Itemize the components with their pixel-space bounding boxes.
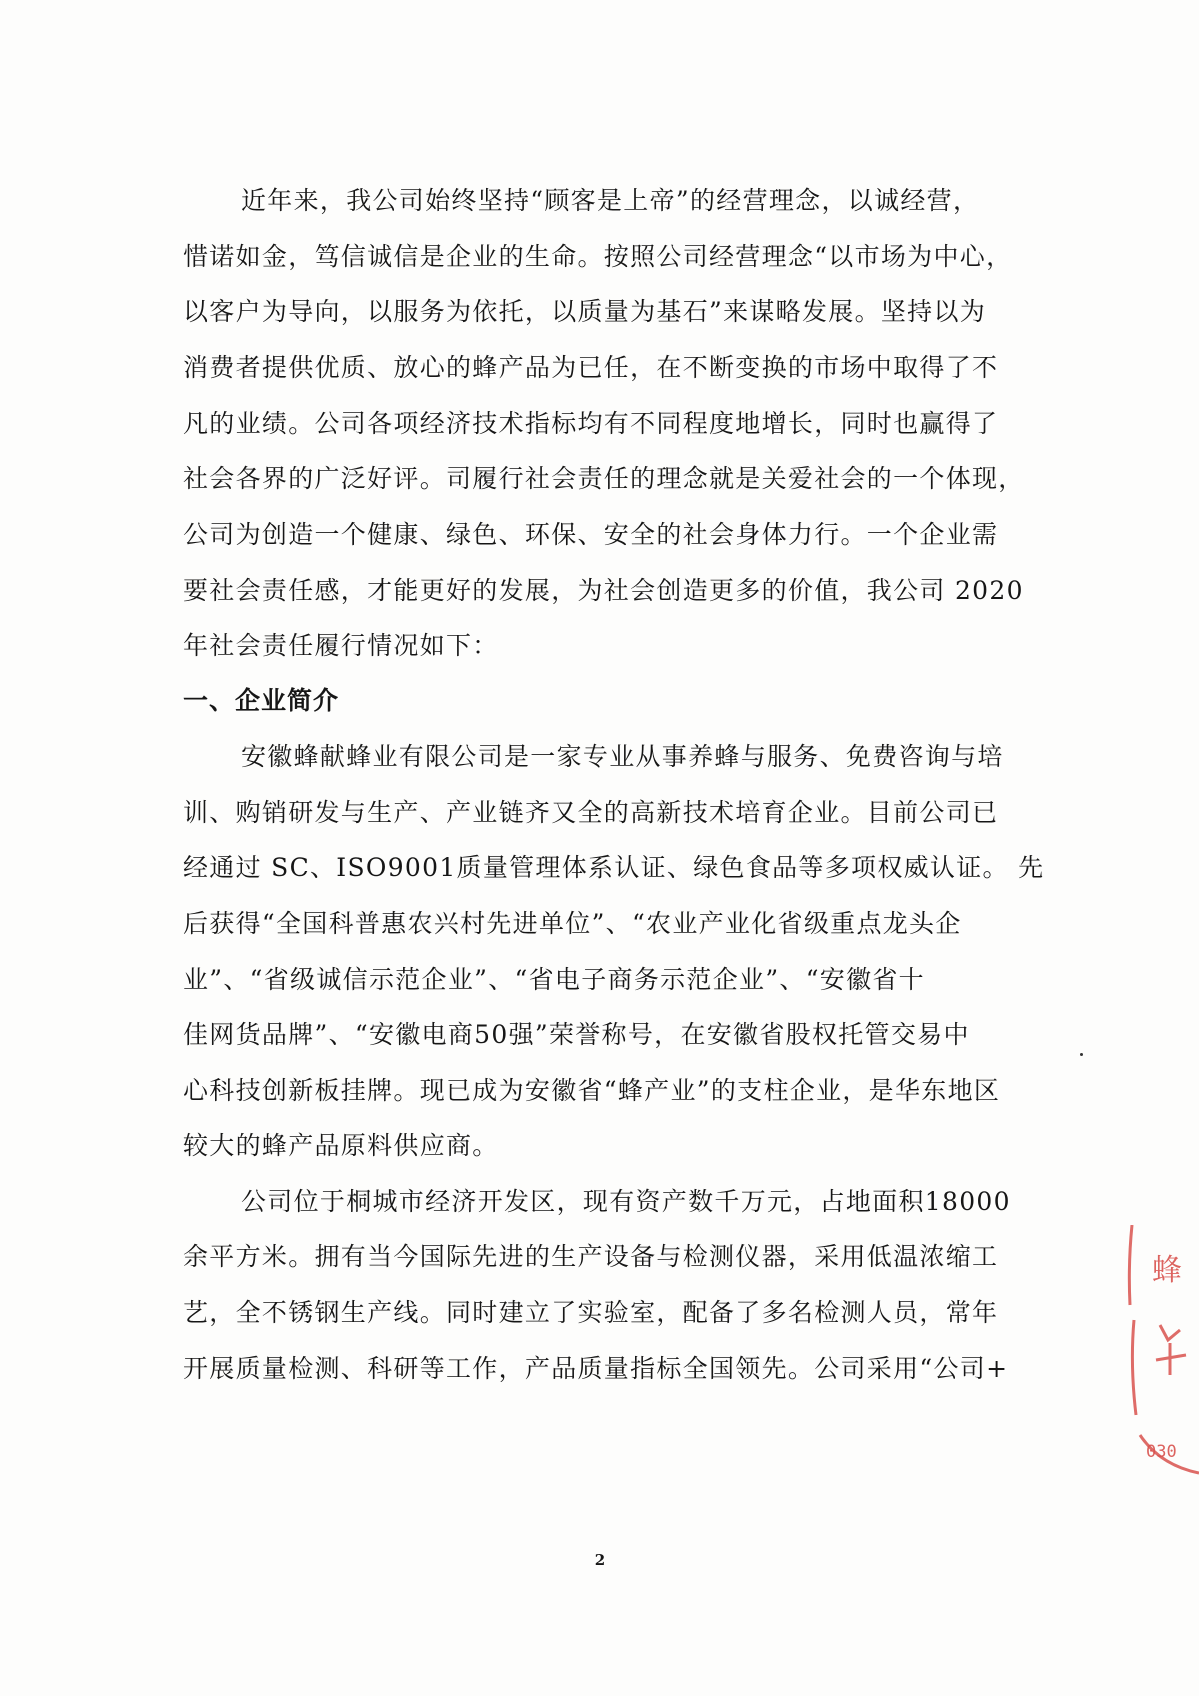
company-seal	[1120, 1225, 1199, 1480]
seal-char-bee: 蜂	[1152, 1253, 1182, 1288]
text-line: 开展质量检测、科研等工作，产品质量指标全国领先。公司采用“公司+	[183, 1354, 1009, 1383]
text-line: 业”、“省级诚信示范企业”、“省电子商务示范企业”、“安徽省十	[183, 965, 925, 994]
text-line: 以客户为导向，以服务为依托，以质量为基石”来谋略发展。坚持以为	[183, 297, 987, 326]
seal-number: 030	[1146, 1442, 1177, 1462]
text-line: 心科技创新板挂牌。现已成为安徽省“蜂产业”的支柱企业，是华东地区	[183, 1076, 1001, 1105]
text-line: 安徽蜂献蜂业有限公司是一家专业从事养蜂与服务、免费咨询与培	[241, 742, 1004, 771]
text-line: 近年来，我公司始终坚持“顾客是上帝”的经营理念，以诚经营，	[241, 186, 980, 215]
text-line: 训、购销研发与生产、产业链齐又全的高新技术培育企业。目前公司已	[183, 798, 999, 827]
scan-speck	[1080, 1053, 1083, 1056]
text-line: 公司为创造一个健康、绿色、环保、安全的社会身体力行。一个企业需	[183, 520, 999, 549]
section-heading: 一、企业简介	[183, 686, 340, 715]
text-line: 凡的业绩。公司各项经济技术指标均有不同程度地增长，同时也赢得了	[183, 409, 999, 438]
text-line: 后获得“全国科普惠农兴村先进单位”、“农业产业化省级重点龙头企	[183, 909, 962, 938]
text-line: 消费者提供优质、放心的蜂产品为已任，在不断变换的市场中取得了不	[183, 353, 999, 382]
text-line: 艺，全不锈钢生产线。同时建立了实验室，配备了多名检测人员，常年	[183, 1298, 999, 1327]
text-line: 要社会责任感，才能更好的发展，为社会创造更多的价值，我公司 2020	[183, 576, 1024, 605]
text-line: 年社会责任履行情况如下：	[183, 631, 499, 660]
page-number: 2	[594, 1551, 606, 1569]
seal-graphic	[1120, 1225, 1199, 1480]
text-line: 余平方米。拥有当今国际先进的生产设备与检测仪器，采用低温浓缩工	[183, 1242, 999, 1271]
text-line: 惜诺如金，笃信诚信是企业的生命。按照公司经营理念“以市场为中心，	[183, 242, 1013, 271]
text-line: 社会各界的广泛好评。司履行社会责任的理念就是关爱社会的一个体现，	[183, 464, 1025, 493]
text-line: 公司位于桐城市经济开发区，现有资产数千万元，占地面积18000	[241, 1187, 1011, 1216]
text-line: 经通过 SC、ISO9001质量管理体系认证、绿色食品等多项权威认证。 先	[183, 853, 1045, 882]
text-line: 佳网货品牌”、“安徽电商50强”荣誉称号，在安徽省股权托管交易中	[183, 1020, 970, 1049]
text-line: 较大的蜂产品原料供应商。	[183, 1131, 499, 1160]
